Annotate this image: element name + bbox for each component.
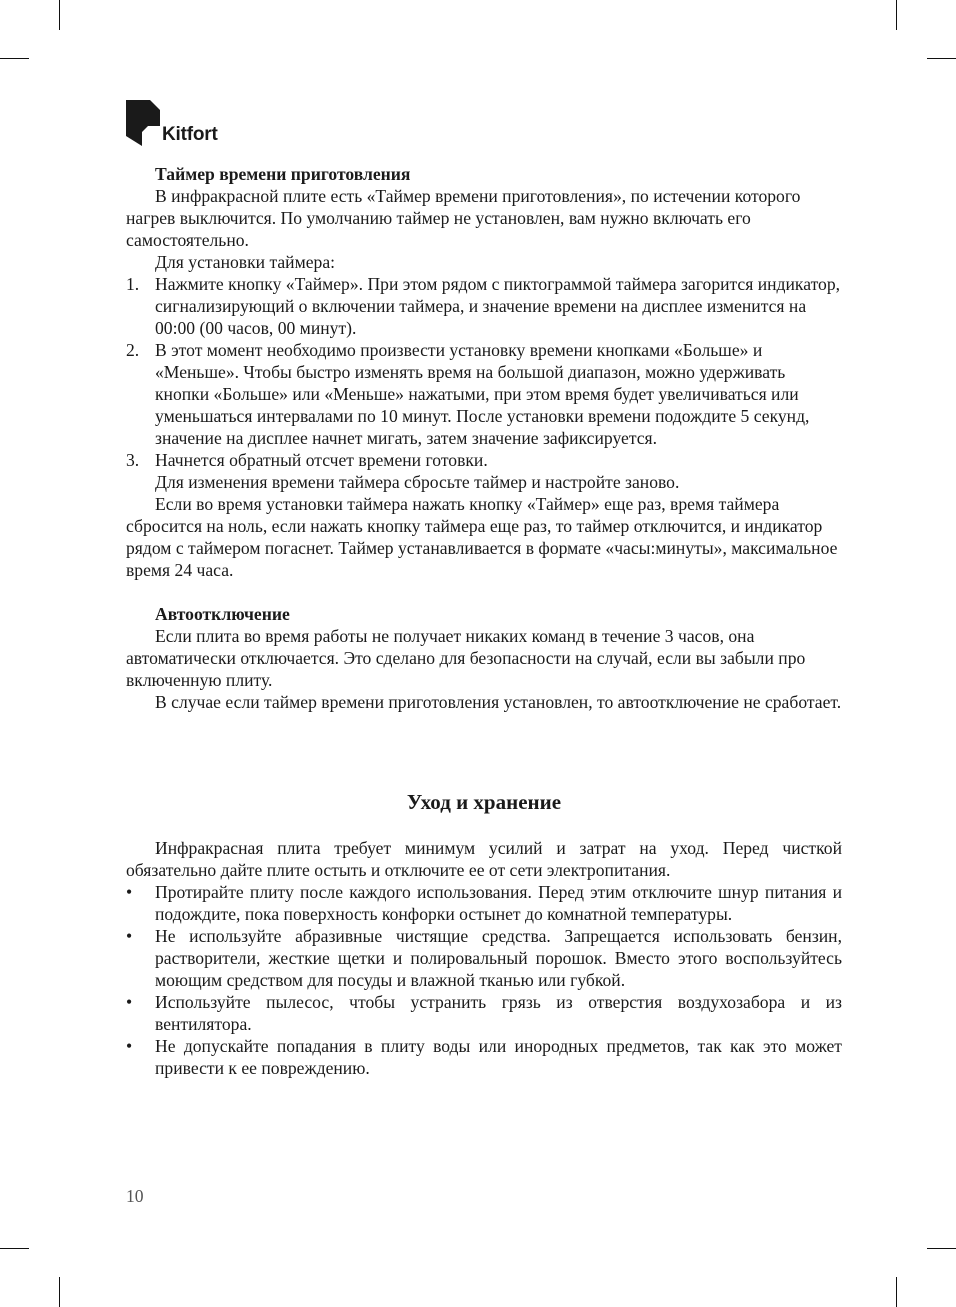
crop-mark-top-right-v [896,0,897,30]
list-item [126,881,842,925]
list-marker: 2. [126,340,140,360]
list-marker: 3. [126,450,140,470]
list-item [126,449,842,471]
page-content [126,163,842,1079]
autooff-heading: Автоотключение [155,604,290,624]
timer-heading: Таймер времени приготовления [155,164,411,184]
timer-change-note: Для изменения времени таймера сбросьте таймер и настройте заново. [155,472,680,492]
page-number: 10 [126,1186,144,1206]
list-item-text: Протирайте плиту после каждого использования. Перед этим отключите шнур питания и подождите, пока поверхность конфорки остынет до комнатной температуры. [155,882,842,924]
care-intro: Инфракрасная плита требует минимум усилий и затрат на уход. Перед чисткой обязательно дайте плите остыть и отключите ее от сети электропитания. [126,838,842,880]
autooff-paragraph-2: В случае если таймер времени приготовления установлен, то автоотключение не сработает. [155,692,842,712]
crop-mark-top-right-h [927,58,956,59]
care-title: Уход и хранение [406,790,562,814]
list-item [126,339,842,449]
timer-setup-lead: Для установки таймера: [155,252,336,272]
crop-mark-bottom-right-v [896,1277,897,1307]
list-item-text: Не используйте абразивные чистящие средства. Запрещается использовать бензин, растворители, жесткие щетки и полировальный порошок. Вместо этого воспользуйтесь моющим средством для посуды и влажной тканью или губкой. [155,926,842,990]
crop-mark-bottom-left-v [59,1277,60,1307]
list-item [126,273,842,339]
crop-mark-top-left-v [59,0,60,30]
bullet-marker: • [126,992,133,1012]
autooff-paragraph-1: Если плита во время работы не получает никаких команд в течение 3 часов, она автоматически отключается. Это сделано для безопасности на случай, если вы забыли про включенную плиту. [126,626,806,690]
timer-intro: В инфракрасной плите есть «Таймер времени приготовления», по истечении которого нагрев выключится. По умолчанию таймер не установлен, вам нужно включать его самостоятельно. [126,186,801,250]
brand-name: Kitfort [162,124,218,145]
list-item-text: В этот момент необходимо произвести установку времени кнопками «Больше» и «Меньше». Чтобы быстро изменять время на большой диапазон, можно удерживать кнопки «Больше» или «Меньше» нажатыми, при этом время будет увеличиваться или уменьшаться интервалами по 10 минут. После установки времени подождите 5 секунд, значение на дисплее начнет мигать, затем значение зафиксируется. [155,340,810,448]
kitfort-logo-icon [126,100,160,146]
brand-logo [126,100,218,146]
crop-mark-bottom-right-h [927,1248,956,1249]
list-item [126,991,842,1035]
timer-reset-note: Если во время установки таймера нажать кнопку «Таймер» еще раз, время таймера сбросится на ноль, если нажать кнопку таймера еще раз, то таймер отключится, и индикатор рядом с таймером погаснет. Таймер устанавливается в формате «часы:минуты», максимальное время 24 часа. [126,494,838,580]
bullet-marker: • [126,1036,133,1056]
list-item-text: Начнется обратный отсчет времени готовки. [155,450,488,470]
list-marker: 1. [126,274,140,294]
bullet-marker: • [126,882,133,902]
crop-mark-bottom-left-h [0,1248,29,1249]
list-item [126,1035,842,1079]
bullet-marker: • [126,926,133,946]
list-item [126,925,842,991]
list-item-text: Не допускайте попадания в плиту воды или инородных предметов, так как это может привести к ее повреждению. [155,1036,842,1078]
list-item-text: Используйте пылесос, чтобы устранить грязь из отверстия воздухозабора и из вентилятора. [155,992,842,1034]
crop-mark-top-left-h [0,58,29,59]
list-item-text: Нажмите кнопку «Таймер». При этом рядом с пиктограммой таймера загорится индикатор, сигнализирующий о включении таймера, и значение времени на дисплее изменится на 00:00 (00 часов, 00 минут). [155,274,841,338]
